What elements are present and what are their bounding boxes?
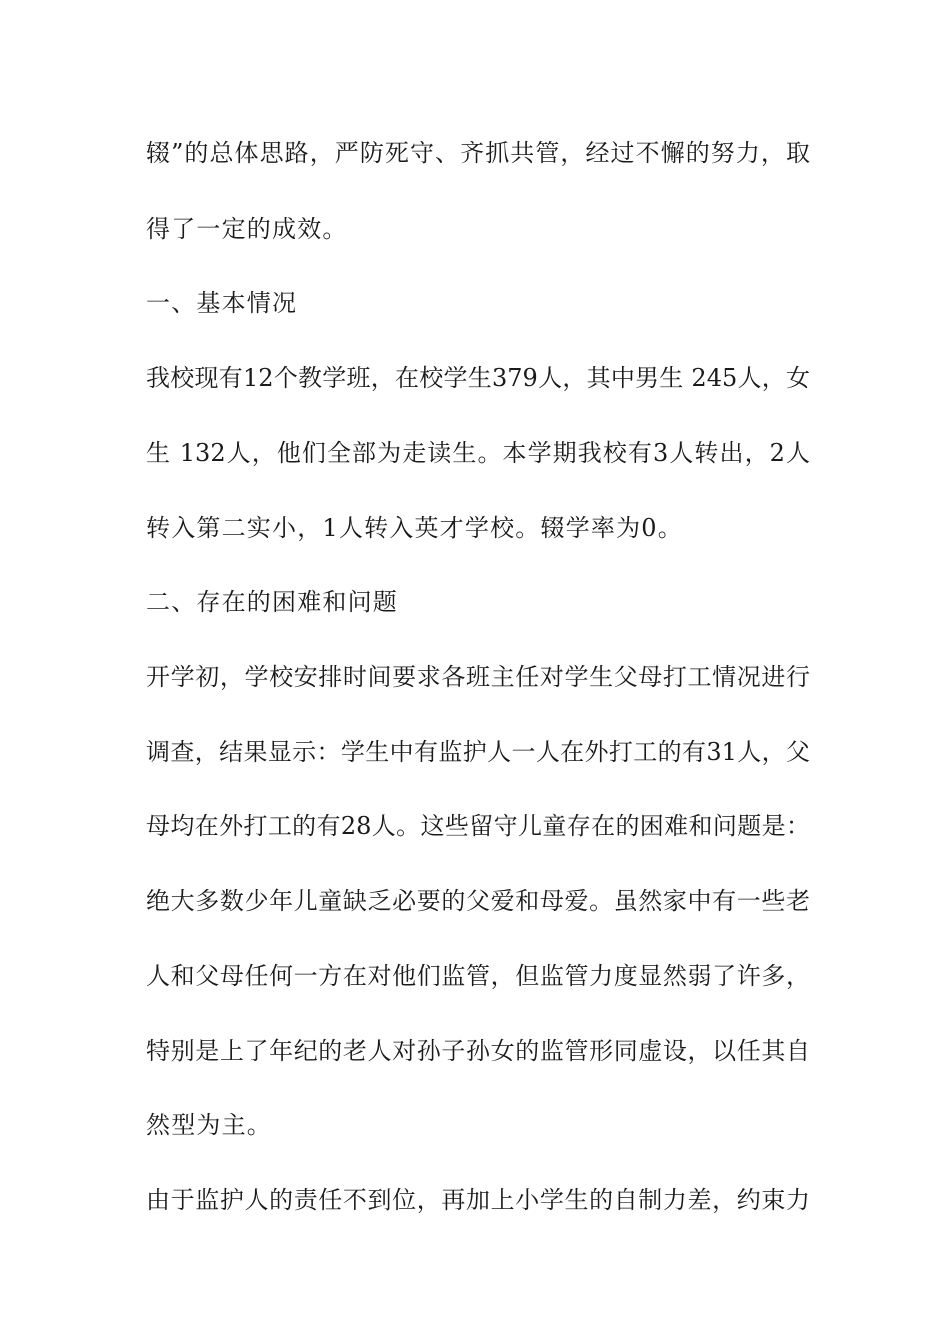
text-line-9: 调查，结果显示：学生中有监护人一人在外打工的有31人，父 [146, 738, 810, 766]
text-line-10: 母均在外打工的有28人。这些留守儿童存在的困难和问题是： [146, 812, 810, 840]
text-line-15: 由于监护人的责任不到位，再加上小学生的自制力差，约束力 [146, 1186, 810, 1214]
text-line-13: 特别是上了年纪的老人对孙子孙女的监管形同虚设，以任其自 [146, 1037, 810, 1065]
text-line-2: 得了一定的成效。 [146, 215, 348, 243]
text-line-14: 然型为主。 [146, 1111, 272, 1139]
text-line-12: 人和父母任何一方在对他们监管，但监管力度显然弱了许多， [146, 962, 810, 990]
text-line-1: 辍”的总体思路，严防死守、齐抓共管，经过不懈的努力，取 [146, 139, 810, 167]
text-line-11: 绝大多数少年儿童缺乏必要的父爱和母爱。虽然家中有一些老 [146, 887, 810, 915]
text-line-5: 生 132人，他们全部为走读生。本学期我校有3人转出，2人 [146, 439, 810, 467]
section-heading-basic-situation: 一、基本情况 [146, 289, 298, 317]
section-heading-difficulties: 二、存在的困难和问题 [146, 588, 398, 616]
text-line-6: 转入第二实小，1人转入英才学校。辍学率为0。 [146, 514, 683, 542]
text-line-4: 我校现有12个教学班，在校学生379人，其中男生 245人，女 [146, 364, 810, 392]
text-line-8: 开学初，学校安排时间要求各班主任对学生父母打工情况进行 [146, 663, 810, 691]
